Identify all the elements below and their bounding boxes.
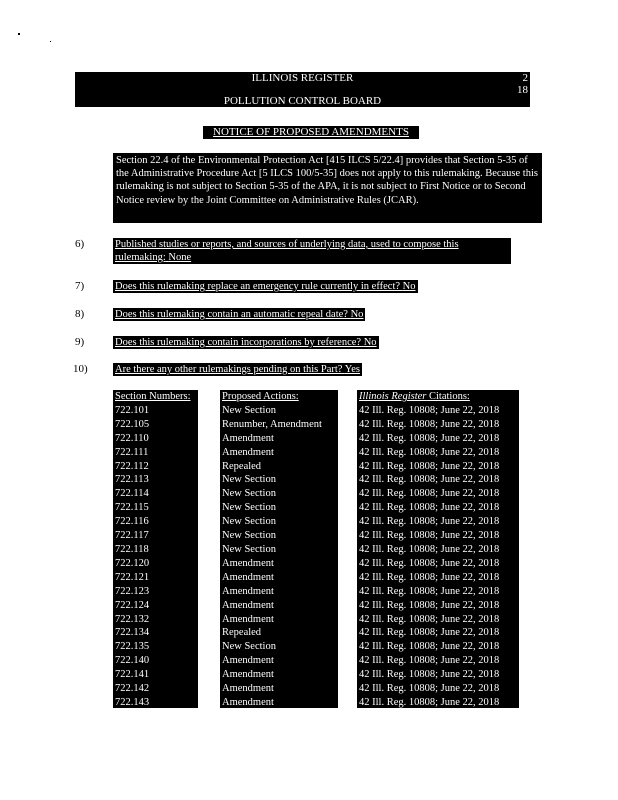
question-answer: None xyxy=(168,252,192,263)
question-text: Does this rulemaking replace an emergency rule currently in effect? xyxy=(115,281,401,292)
question-number: 9) xyxy=(75,336,85,348)
proposed-action-cell: Amendment xyxy=(222,613,274,625)
section-number-cell: 722.134 xyxy=(115,627,150,639)
section-number-cell: 722.117 xyxy=(115,530,149,542)
citation-cell: 42 Ill. Reg. 10808; June 22, 2018 xyxy=(359,585,500,597)
proposed-action-cell: Repealed xyxy=(222,627,262,639)
question-item xyxy=(113,308,365,321)
section-number-cell: 722.120 xyxy=(115,557,150,569)
proposed-action-cell: New Section xyxy=(222,488,276,500)
question-text: Are there any other rulemakings pending on this Part? xyxy=(115,364,343,375)
proposed-action-cell: Repealed xyxy=(222,460,262,472)
section-number-cell: 722.121 xyxy=(115,571,150,583)
page-number-main: 2 xyxy=(522,72,528,84)
section-number-cell: 722.101 xyxy=(115,404,150,416)
proposed-action-cell: Amendment xyxy=(222,571,274,583)
section-number-cell: 722.143 xyxy=(115,696,150,708)
question-number: 10) xyxy=(73,363,88,375)
question-number: 8) xyxy=(75,308,85,320)
proposed-actions-header: Proposed Actions: xyxy=(222,391,299,402)
proposed-action-cell: New Section xyxy=(222,502,276,514)
section-number-cell: 722.110 xyxy=(115,432,149,444)
citations-column xyxy=(357,390,519,708)
question-answer: No xyxy=(350,309,364,320)
proposed-action-cell: Amendment xyxy=(222,585,274,597)
citation-cell: 42 Ill. Reg. 10808; June 22, 2018 xyxy=(359,516,500,528)
section-number-cell: 722.111 xyxy=(115,446,149,458)
citation-cell: 42 Ill. Reg. 10808; June 22, 2018 xyxy=(359,696,500,708)
section-number-cell: 722.123 xyxy=(115,585,150,597)
section-number-cell: 722.105 xyxy=(115,418,150,430)
proposed-action-cell: Amendment xyxy=(222,683,274,695)
citations-header-italic: Illinois Register xyxy=(359,391,427,402)
speck-mark xyxy=(50,41,51,42)
proposed-action-cell: Amendment xyxy=(222,557,274,569)
citation-cell: 42 Ill. Reg. 10808; June 22, 2018 xyxy=(359,460,500,472)
citation-cell: 42 Ill. Reg. 10808; June 22, 2018 xyxy=(359,599,500,611)
citation-cell: 42 Ill. Reg. 10808; June 22, 2018 xyxy=(359,655,500,667)
citation-cell: 42 Ill. Reg. 10808; June 22, 2018 xyxy=(359,474,500,486)
proposed-action-cell: New Section xyxy=(222,404,276,416)
proposed-action-cell: New Section xyxy=(222,474,276,486)
proposed-action-cell: New Section xyxy=(222,530,276,542)
intro-paragraph: Section 22.4 of the Environmental Protection Act [415 ILCS 5/22.4] provides that Section 5-35 of the Administrative Procedure Act [5 ILCS 100/5-35] does not apply to this rulemaking. Because this rulemaking is not subject to Section 5-35 of the APA, it is not subject to First Notice or to Second Notice review by the Joint Committee on Administrative Rules (JCAR). xyxy=(113,153,542,223)
citation-cell: 42 Ill. Reg. 10808; June 22, 2018 xyxy=(359,613,500,625)
citation-cell: 42 Ill. Reg. 10808; June 22, 2018 xyxy=(359,446,500,458)
register-header xyxy=(75,72,530,85)
section-number-cell: 722.113 xyxy=(115,474,149,486)
section-number-cell: 722.118 xyxy=(115,543,149,555)
question-item xyxy=(113,336,379,349)
proposed-action-cell: New Section xyxy=(222,641,276,653)
citations-header-rest: Citations: xyxy=(426,391,470,402)
section-number-cell: 722.114 xyxy=(115,488,149,500)
proposed-action-cell: New Section xyxy=(222,543,276,555)
proposed-action-cell: Amendment xyxy=(222,432,274,444)
citation-cell: 42 Ill. Reg. 10808; June 22, 2018 xyxy=(359,543,500,555)
section-number-cell: 722.141 xyxy=(115,669,150,681)
citation-cell: 42 Ill. Reg. 10808; June 22, 2018 xyxy=(359,683,500,695)
section-numbers-header: Section Numbers: xyxy=(115,391,191,402)
proposed-action-cell: Renumber, Amendment xyxy=(222,418,322,430)
question-number: 7) xyxy=(75,280,85,292)
proposed-action-cell: New Section xyxy=(222,516,276,528)
section-number-cell: 722.142 xyxy=(115,683,150,695)
register-title: ILLINOIS REGISTER xyxy=(251,72,354,84)
section-number-cell: 722.135 xyxy=(115,641,150,653)
page-number-sub: 18 xyxy=(517,84,528,96)
section-number-cell: 722.124 xyxy=(115,599,150,611)
section-number-cell: 722.115 xyxy=(115,502,149,514)
notice-title: NOTICE OF PROPOSED AMENDMENTS xyxy=(203,126,419,139)
speck-mark xyxy=(18,33,20,35)
question-item xyxy=(113,238,511,264)
section-number-cell: 722.140 xyxy=(115,655,150,667)
question-answer: Yes xyxy=(344,364,360,375)
question-text: Does this rulemaking contain an automatic repeal date? xyxy=(115,309,348,320)
citation-cell: 42 Ill. Reg. 10808; June 22, 2018 xyxy=(359,530,500,542)
section-numbers-column xyxy=(113,390,198,708)
citation-cell: 42 Ill. Reg. 10808; June 22, 2018 xyxy=(359,557,500,569)
proposed-actions-column xyxy=(220,390,338,708)
citation-cell: 42 Ill. Reg. 10808; June 22, 2018 xyxy=(359,404,500,416)
proposed-action-cell: Amendment xyxy=(222,599,274,611)
citation-cell: 42 Ill. Reg. 10808; June 22, 2018 xyxy=(359,502,500,514)
section-number-cell: 722.116 xyxy=(115,516,149,528)
board-header xyxy=(75,85,530,107)
proposed-action-cell: Amendment xyxy=(222,655,274,667)
question-text: Published studies or reports, and sources of underlying data, used to compose this rulemaking: xyxy=(115,239,459,263)
proposed-action-cell: Amendment xyxy=(222,446,274,458)
citation-cell: 42 Ill. Reg. 10808; June 22, 2018 xyxy=(359,627,500,639)
citation-cell: 42 Ill. Reg. 10808; June 22, 2018 xyxy=(359,418,500,430)
question-number: 6) xyxy=(75,238,85,250)
section-number-cell: 722.132 xyxy=(115,613,150,625)
citation-cell: 42 Ill. Reg. 10808; June 22, 2018 xyxy=(359,641,500,653)
proposed-action-cell: Amendment xyxy=(222,669,274,681)
citation-cell: 42 Ill. Reg. 10808; June 22, 2018 xyxy=(359,432,500,444)
citation-cell: 42 Ill. Reg. 10808; June 22, 2018 xyxy=(359,488,500,500)
proposed-action-cell: Amendment xyxy=(222,696,274,708)
question-answer: No xyxy=(363,337,377,348)
question-text: Does this rulemaking contain incorporations by reference? xyxy=(115,337,362,348)
section-number-cell: 722.112 xyxy=(115,460,149,472)
question-item xyxy=(113,363,362,376)
citation-cell: 42 Ill. Reg. 10808; June 22, 2018 xyxy=(359,669,500,681)
board-name: POLLUTION CONTROL BOARD xyxy=(223,95,382,107)
question-answer: No xyxy=(402,281,416,292)
question-item xyxy=(113,280,418,293)
citation-cell: 42 Ill. Reg. 10808; June 22, 2018 xyxy=(359,571,500,583)
citations-header xyxy=(359,390,519,404)
